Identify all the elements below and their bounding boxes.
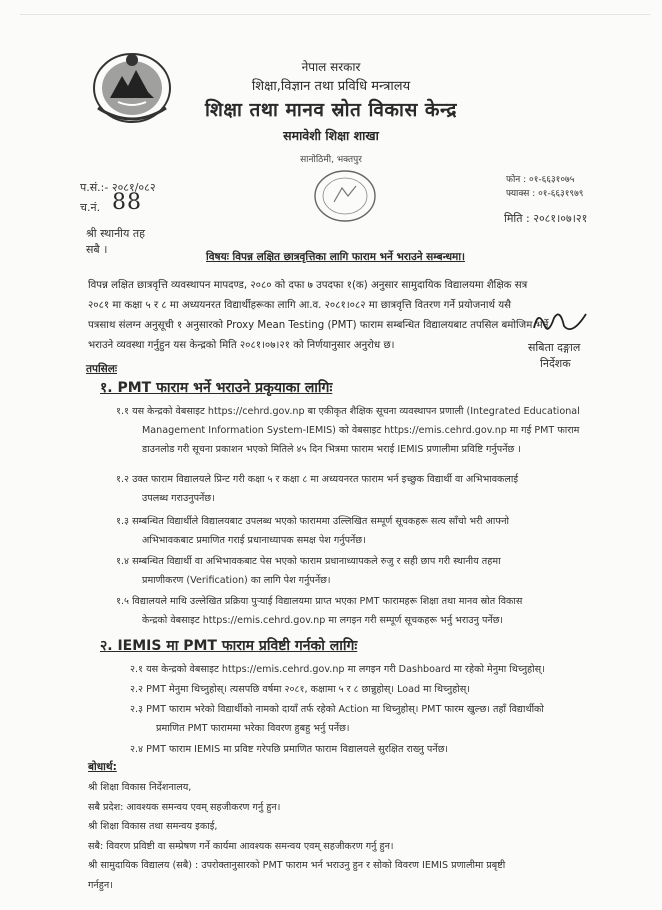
cc-line: सबै प्रदेश: आवश्यक समन्वय एवम् सहजीकरण गर्नु हुन। bbox=[88, 801, 281, 813]
section2-item-2 bbox=[130, 680, 470, 699]
item-line: २.२ PMT मेनुमा थिच्नुहोस्। त्यसपछि वर्षमा २०८१, कक्षामा ५ र ८ छान्नुहोस्। Load मा थिच्नुहोस्। bbox=[130, 684, 470, 695]
header-ministry: शिक्षा,विज्ञान तथा प्रविधि मन्त्रालय bbox=[251, 79, 411, 94]
letter-subject: विषयः विपन्न लक्षित छात्रवृत्तिका लागि फाराम भर्ने भराउने सम्बन्धमा। bbox=[206, 251, 466, 263]
header-center: शिक्षा तथा मानव स्रोत विकास केन्द्र bbox=[205, 99, 457, 121]
item-line: २.३ PMT फाराम भरेको विद्यार्थीको नामको दायाँ तर्फ रहेको Action मा थिच्नुहोस्। PMT फारम खुल्छ। तहाँ विद्यार्थीको bbox=[130, 704, 544, 715]
recipient-line2: सबै । bbox=[86, 243, 108, 256]
item-line: प्रमाणित PMT फाराममा भरेका विवरण हुबहु भर्नु पर्नेछ। bbox=[156, 723, 350, 734]
signatory-title: निर्देशक bbox=[540, 357, 571, 370]
section2-title: २. IEMIS मा PMT फाराम प्रविष्टी गर्नको लागिः bbox=[100, 638, 358, 654]
section1-item-5 bbox=[116, 592, 522, 630]
recipient-line1: श्री स्थानीय तह bbox=[86, 227, 146, 240]
item-line: २.१ यस केन्द्रको वेबसाइट https://emis.cehrd.gov.np मा लगइन गरी Dashboard मा रहेको मेनुमा थिच्नुहोस्। bbox=[130, 664, 545, 675]
cc-list bbox=[88, 778, 505, 895]
section2-item-3 bbox=[130, 700, 544, 738]
item-line: १.४ सम्बन्धित विद्यार्थी वा अभिभावकबाट पेस भएको फाराम प्रधानाध्यापकले रुजु र सही छाप गरी स्थानीय तहमा bbox=[116, 556, 501, 567]
header-section: समावेशी शिक्षा शाखा bbox=[283, 128, 379, 143]
cc-line: श्री शिक्षा विकास निर्देशनालय, bbox=[88, 782, 192, 793]
body-line: भराउने व्यवस्था गर्नुहुन यस केन्द्रको मिति २०८१।०७।२१ को निर्णयानुसार अनुरोध छ। bbox=[88, 340, 395, 351]
section1-item-1 bbox=[116, 402, 580, 459]
item-line: Management Information System-IEMIS) को वेबसाइट https://emis.cehrd.gov.np मा गई PMT फाराम bbox=[142, 425, 580, 436]
chalani-label: च.नं. bbox=[80, 201, 101, 214]
header-address: सानोठिमी, भक्तपुर bbox=[300, 155, 362, 165]
body-line: विपन्न लक्षित छात्रवृत्ति व्यवस्थापन मापदण्ड, २०८० को दफा ७ उपदफा १(क) अनुसार सामुदायिक विद्यालयमा शैक्षिक सत्र bbox=[88, 280, 528, 291]
cc-line: श्री सामुदायिक विद्यालय (सबै) : उपरोक्तानुसारको PMT फाराम भर्न भराउनु हुन र सोको विवरण IEMIS प्रणालीमा प्रबृष्टी bbox=[88, 860, 506, 871]
cc-line: गर्नहुन। bbox=[88, 879, 113, 891]
item-line: उपलब्ध गराउनुपर्नेछ। bbox=[142, 493, 215, 504]
item-line: १.३ सम्बन्धित विद्यार्थीले विद्यालयबाट उपलब्ध भएको फाराममा उल्लिखित सम्पूर्ण सूचकहरू सत्य साँचो भरी आफ्नो bbox=[116, 516, 510, 527]
section2-item-4 bbox=[130, 740, 448, 759]
letter-date: मिति : २०८१।०७।२१ bbox=[504, 212, 588, 225]
item-line: १.२ उक्त फाराम विद्यालयले प्रिन्ट गरी कक्षा ५ र कक्षा ८ मा अध्ययनरत फाराम भर्न इच्छुक विद्यार्थी वा अभिभावकलाई bbox=[116, 474, 519, 485]
handwritten-signature-icon bbox=[528, 306, 594, 340]
section2-item-1 bbox=[130, 660, 545, 679]
fax-number: फ्याक्स : ०१-६६३१९७९ bbox=[506, 189, 584, 199]
fold-line bbox=[20, 14, 650, 15]
section1-title: १. PMT फाराम भर्ने भराउने प्रकृयाका लागिः bbox=[100, 380, 333, 396]
patra-sankhya: प.सं.:- २०८१/०८२ bbox=[80, 181, 156, 194]
section1-item-2 bbox=[116, 470, 518, 508]
tapsil-heading: तपसिलः bbox=[86, 363, 118, 375]
item-line: २.४ PMT फाराम IEMIS मा प्रविष्ट गरेपछि प्रमाणित फाराम विद्यालयले सुरक्षित राख्नु पर्नेछ। bbox=[130, 744, 449, 755]
body-line: २०८१ मा कक्षा ५ र ८ मा अध्ययनरत विद्यार्थीहरूका लागि आ.व. २०८१।०८२ मा छात्रवृत्ति वितरण गर्ने प्रयोजनार्थ यसै bbox=[88, 300, 512, 311]
chalani-number: 88 bbox=[112, 190, 142, 215]
item-line: केन्द्रको वेबसाइट https://emis.cehrd.gov.np मा लगइन गरी सम्पूर्ण सूचकहरू भर्नु भराउनु पर्नेछ। bbox=[142, 615, 504, 626]
body-line: पत्रसाथ संलग्न अनुसूची १ अनुसारको Proxy Mean Testing (PMT) फाराम सम्बन्धित विद्यालयबाट तपसिल बमोजिम भर्ने bbox=[88, 320, 549, 331]
phone-number: फोन : ०१-६६३१०७५ bbox=[506, 175, 575, 185]
header-government: नेपाल सरकार bbox=[301, 60, 361, 74]
item-line: १.१ यस केन्द्रको वेबसाइट https://cehrd.gov.np बा एकीकृत शैक्षिक सूचना व्यवस्थापन प्रणाली (Integrated Educational bbox=[116, 406, 580, 417]
item-line: अभिभावकबाट प्रमाणित गराई प्रधानाध्यापक समक्ष पेश गर्नुपर्नेछ। bbox=[142, 535, 366, 546]
item-line: १.५ विद्यालयले माथि उल्लेखित प्रक्रिया पुऱ्याई विद्यालयमा प्राप्त भएका PMT फारामहरू शिक्षा तथा मानव स्रोत विकास bbox=[116, 596, 523, 607]
section1-item-4 bbox=[116, 552, 501, 590]
section1-item-3 bbox=[116, 512, 509, 550]
office-stamp-icon bbox=[312, 168, 378, 224]
cc-line: श्री शिक्षा विकास तथा समन्वय इकाई, bbox=[88, 821, 218, 832]
item-line: प्रमाणीकरण (Verification) का लागि पेश गर्नुपर्नेछ। bbox=[142, 575, 331, 586]
signatory-name: सबिता दङ्गाल bbox=[528, 341, 581, 354]
cc-heading: बोधार्थ: bbox=[88, 761, 117, 773]
item-line: डाउनलोड गरी सूचना प्रकाशन भएको मितिले ४५ दिन भित्रमा फाराम भराई IEMIS प्रणालीमा प्रविष्टि गर्नुपर्नेछ । bbox=[142, 444, 521, 455]
cc-line: सबै: विवरण प्रविष्टी वा सम्प्रेषण गर्ने कार्यमा आवश्यक समन्वय एवम् सहजीकरण गर्नु हुन। bbox=[88, 840, 394, 852]
